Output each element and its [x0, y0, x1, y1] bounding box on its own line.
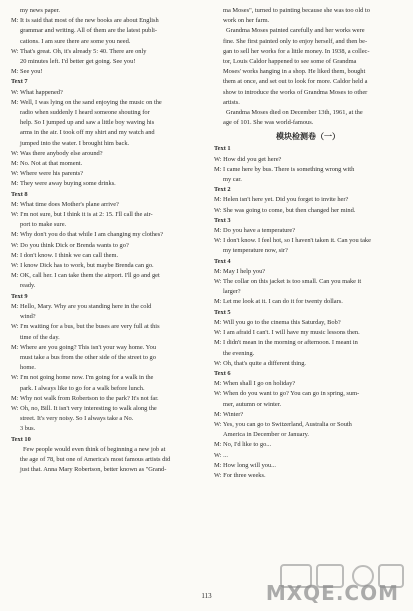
text-line: M: Where are you going? This isn't your way home. You: [11, 343, 157, 351]
text-line: tor, Louis Caldor happened to see some of Grandma: [223, 58, 357, 66]
text-line: W: The collar on this jacket is too small. Can you make it: [214, 278, 362, 286]
section-heading: Text 10: [11, 435, 31, 443]
text-line: M: Well, I was lying on the sand enjoying the music on the: [11, 98, 162, 106]
text-line: Moses' works hanging in a shop. He liked them, bought: [223, 68, 366, 76]
section-heading: Text 9: [11, 292, 28, 300]
text-line: W: ...: [214, 451, 228, 459]
text-line: jumped into the water. I brought him back.: [20, 139, 130, 147]
text-line: M: OK, call her. I can take them the airport. I'll go and get: [11, 272, 160, 280]
section-heading: Text 6: [214, 369, 231, 377]
text-line: W: Oh, that's quite a different thing.: [214, 359, 307, 367]
text-line: my temperature now, sir?: [223, 247, 288, 255]
text-line: park. I always like to go for a walk before lunch.: [20, 384, 145, 392]
text-line: ma Moses", turned to painting because she was too old to: [223, 7, 370, 14]
text-line: ready.: [20, 282, 36, 290]
text-line: America in December or January.: [223, 431, 309, 439]
text-line: M: What time does Mother's plane arrive?: [11, 200, 119, 208]
text-line: cations. I am sure there are some you need.: [20, 37, 131, 45]
text-line: mer, autumn or winter.: [223, 400, 282, 408]
text-line: 3 bus.: [20, 425, 36, 433]
text-line: M: I don't know. I think we can call them.: [11, 251, 119, 259]
text-line: M: Why not walk from Robertson to the park? It's not far.: [11, 394, 159, 402]
section-heading: Text 1: [214, 145, 231, 153]
text-line: W: I know Dick has to work, but maybe Brenda can go.: [11, 262, 154, 270]
watermark-text: MXQE.COM: [265, 581, 399, 605]
text-line: M: Do you have a temperature?: [214, 227, 296, 235]
text-line: W: When do you want to go? You can go in spring, sum-: [214, 390, 360, 398]
section-heading: Text 4: [214, 257, 231, 265]
text-line: W: Yes, you can go to Switzerland, Australia or South: [214, 420, 352, 428]
text-line: M: Helen isn't here yet. Did you forget to invite her?: [214, 196, 349, 204]
text-line: just that. Anna Mary Robertson, better known as "Grand-: [20, 466, 167, 474]
text-line: W: I'm waiting for a bus, but the buses are very full at this: [11, 323, 160, 331]
text-line: M: They were away buying some drinks.: [11, 180, 116, 188]
text-line: W: That's great. Oh, it's already 5: 40. There are only: [11, 47, 147, 55]
text-line: W: Oh, no, Bill. It isn't very interesting to walk along the: [11, 404, 157, 412]
section-heading: Text 7: [11, 78, 28, 86]
text-line: W: Do you think Dick or Brenda wants to go?: [11, 241, 129, 249]
section-heading: Text 2: [214, 186, 231, 194]
text-line: street. It's very noisy. So I always take a No.: [20, 415, 134, 423]
text-line: arms in the air. I took off my shirt and my watch and: [20, 129, 155, 137]
text-line: gan to sell her works for a little money. In 1938, a collec-: [223, 47, 370, 55]
text-line: my news paper.: [20, 7, 60, 14]
section-heading: Text 5: [214, 308, 231, 316]
text-line: Grandma Moses painted carefully and her works were: [226, 27, 365, 35]
text-line: Few people would even think of beginning a new job at: [23, 445, 166, 453]
text-line: must take a bus from the other side of the street to go: [20, 353, 156, 361]
text-line: time of the day.: [20, 333, 60, 341]
text-line: fine. She first painted only to enjoy herself, and then be-: [223, 37, 368, 45]
text-line: wind?: [20, 313, 36, 321]
text-line: grammar and writing. All of them are the latest publi-: [20, 27, 158, 35]
text-line: the age of 78, but one of America's most famous artists did: [20, 455, 171, 463]
text-line: artists.: [223, 98, 240, 106]
text-line: home.: [20, 364, 36, 372]
text-line: port to make sure.: [20, 221, 67, 229]
text-line: W: For three weeks.: [214, 471, 266, 479]
text-line: M: See you!: [11, 68, 43, 76]
text-line: work on her farm.: [223, 17, 270, 25]
text-line: M: No, I'd like to go...: [214, 441, 272, 449]
text-line: them at once, and set out to look for more. Caldor held a: [223, 78, 368, 86]
page-number: 113: [201, 592, 212, 600]
text-line: M: When shall I go on holiday?: [214, 380, 296, 388]
left-column: [11, 6, 199, 475]
text-line: M: It is said that most of the new books are about English: [11, 17, 159, 25]
text-line: M: Hello, Mary. Why are you standing here in the cold: [11, 302, 152, 310]
text-line: radio when suddenly I heard someone shouting for: [20, 109, 150, 117]
text-line: my car.: [223, 176, 242, 184]
text-line: M: Winter?: [214, 410, 244, 418]
text-line: show to introduce the works of Grandma Moses to other: [223, 88, 368, 96]
text-line: 20 minutes left. I'd better get going. See you!: [20, 58, 136, 66]
text-line: M: No. Not at that moment.: [11, 160, 83, 168]
text-line: W: She was going to come, but then changed her mind.: [214, 206, 356, 214]
text-line: M: How long will you...: [214, 461, 276, 469]
text-line: W: I'm not going home now. I'm going for a walk in the: [11, 374, 154, 382]
section-heading: Text 8: [11, 190, 28, 198]
text-line: W: Where were his parents?: [11, 170, 84, 178]
text-line: M: Why don't you do that while I am changing my clothes?: [11, 231, 164, 239]
text-line: Grandma Moses died on December 13th, 1961, at the: [226, 109, 363, 117]
text-line: W: I am afraid I can't. I will have my music lessons then.: [214, 329, 360, 337]
text-line: age of 101. She was world-famous.: [223, 119, 314, 127]
text-line: M: I didn't mean in the morning or afternoon. I meant in: [214, 339, 358, 347]
text-line: larger?: [223, 288, 241, 296]
text-line: M: Will you go to the cinema this Saturday, Bob?: [214, 318, 341, 326]
text-line: M: Let me look at it. I can do it for twenty dollars.: [214, 298, 343, 306]
text-line: W: I'm not sure, but I think it is at 2: 15. I'll call the air-: [11, 211, 153, 219]
text-line: W: How did you get here?: [214, 155, 282, 163]
text-line: M: May I help you?: [214, 267, 266, 275]
text-line: W: What happened?: [11, 88, 63, 96]
right-column-bottom: [214, 144, 402, 481]
right-column: [214, 6, 402, 481]
text-line: W: Was there anybody else around?: [11, 149, 103, 157]
right-column-top: [214, 6, 402, 128]
text-line: the evening.: [223, 349, 255, 357]
text-line: M: I came here by bus. There is something wrong with: [214, 165, 355, 173]
section-title: 模块检测卷（一）: [276, 132, 340, 142]
text-line: W: I don't know. I feel hot, so I haven't taken it. Can you take: [214, 237, 371, 245]
section-heading: Text 3: [214, 216, 231, 224]
text-line: help. So I jumped up and saw a little boy waving his: [20, 119, 155, 127]
